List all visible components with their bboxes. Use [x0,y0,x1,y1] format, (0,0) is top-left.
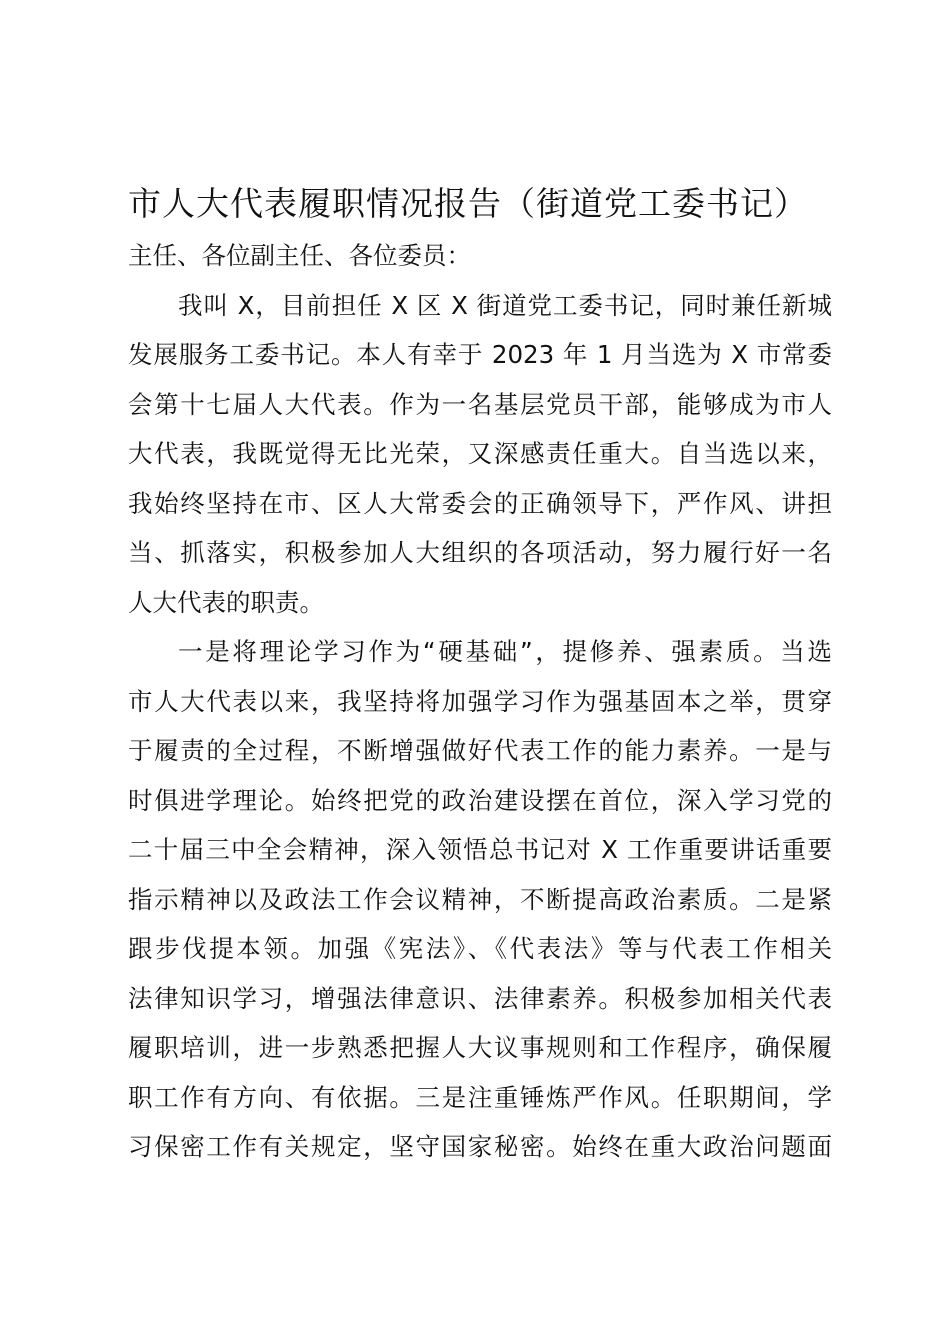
paragraph-line: 时俱进学理论。始终把党的政治建设摆在首位，深入学习党的 [128,785,832,815]
paragraph-line: 我叫 X，目前担任 X 区 X 街道党工委书记，同时兼任新城 [178,290,832,320]
paragraph-line: 我始终坚持在市、区人大常委会的正确领导下，严作风、讲担 [128,488,832,518]
paragraph-line: 市人大代表以来，我坚持将加强学习作为强基固本之举，贯穿 [128,686,832,716]
paragraph-line: 指示精神以及政法工作会议精神，不断提高政治素质。二是紧 [128,884,832,914]
paragraph-line: 法律知识学习，增强法律意识、法律素养。积极参加相关代表 [128,983,832,1013]
paragraph-line: 二十届三中全会精神，深入领悟总书记对 X 工作重要讲话重要 [128,835,832,864]
paragraph-line: 于履责的全过程，不断增强做好代表工作的能力素养。一是与 [128,736,832,765]
paragraph-theory-study [128,627,832,1172]
paragraph-line: 会第十七届人大代表。作为一名基层党员干部，能够成为市人 [128,389,832,419]
document-title: 市人大代表履职情况报告（街道党工委书记） [128,184,808,223]
paragraph-line: 一是将理论学习作为“硬基础”，提修养、强素质。当选 [178,637,832,666]
paragraph-line: 当、抓落实，积极参加人大组织的各项活动，努力履行好一名 [128,538,832,567]
paragraph-line: 习保密工作有关规定，坚守国家秘密。始终在重大政治问题面 [128,1132,832,1161]
document-body [128,231,832,1172]
paragraph-line: 人大代表的职责。 [128,587,324,617]
paragraph-introduction [128,281,832,628]
paragraph-line: 履职培训，进一步熟悉把握人大议事规则和工作程序，确保履 [128,1033,832,1062]
paragraph-line: 跟步伐提本领。加强《宪法》、《代表法》等与代表工作相关 [128,934,832,963]
paragraph-line: 发展服务工委书记。本人有幸于 2023 年 1 月当选为 X 市常委 [128,340,832,369]
paragraph-line: 职工作有方向、有依据。三是注重锤炼严作风。任职期间，学 [128,1082,832,1112]
paragraph-line: 大代表，我既觉得无比光荣，又深感责任重大。自当选以来， [128,439,832,468]
salutation: 主任、各位副主任、各位委员： [128,241,471,270]
